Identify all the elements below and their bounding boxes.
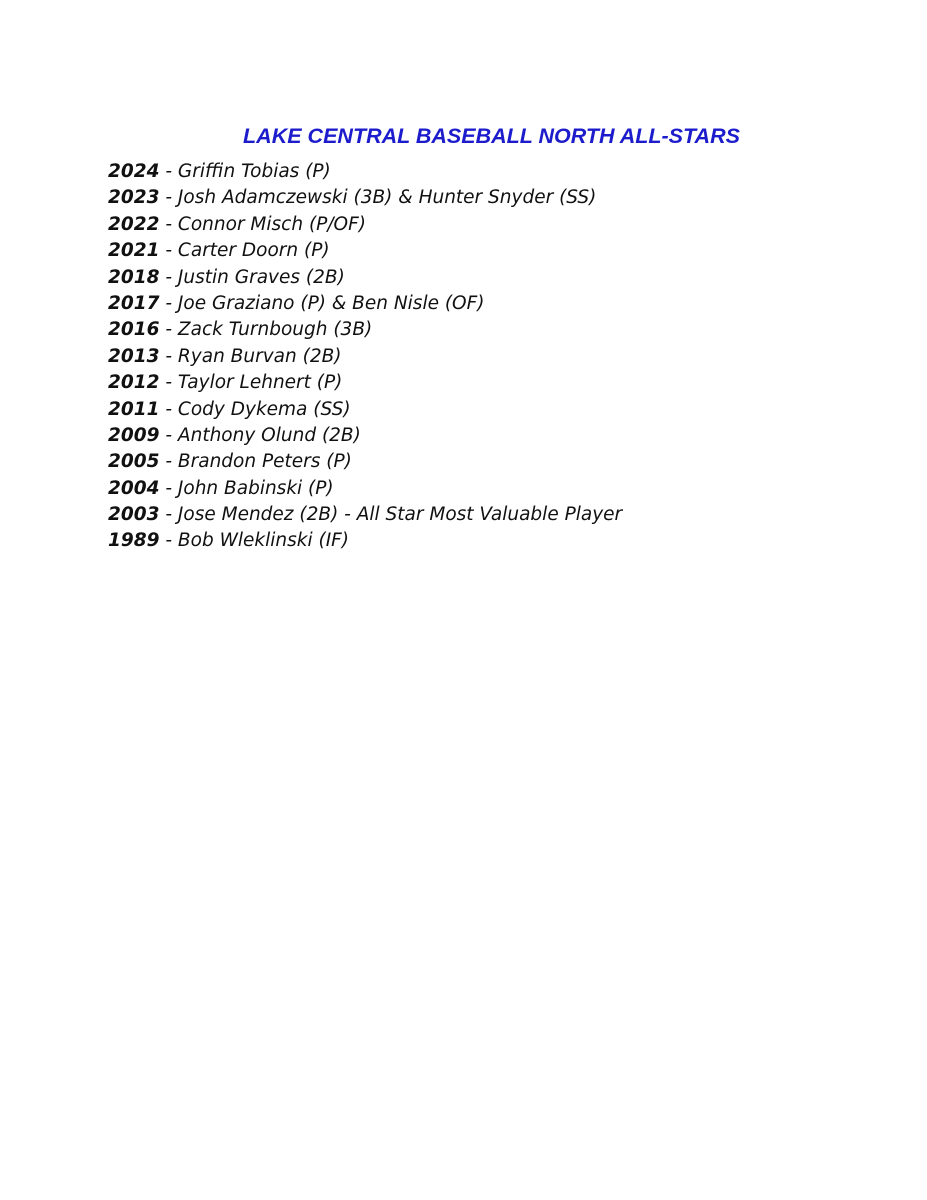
entry-year: 1989 [108, 530, 160, 552]
list-item [108, 317, 622, 343]
list-item [108, 528, 622, 554]
entry-year: 2005 [108, 451, 160, 473]
list-item [108, 502, 622, 528]
entry-text: - Bob Wleklinski (IF) [159, 530, 350, 552]
entry-text: - Connor Misch (P/OF) [159, 213, 366, 235]
entry-year: 2022 [108, 213, 160, 235]
entry-text: - Ryan Burvan (2B) [159, 345, 342, 367]
entry-year: 2011 [108, 398, 160, 420]
entry-text: - Jose Mendez (2B) - All Star Most Valuable Player [159, 504, 623, 526]
entry-year: 2024 [108, 161, 160, 182]
entry-text: - Anthony Olund (2B) [159, 424, 361, 446]
list-item [108, 212, 622, 238]
entry-year: 2003 [108, 504, 160, 526]
entry-year: 2017 [108, 292, 160, 314]
entry-year: 2016 [108, 319, 160, 341]
entry-year: 2004 [108, 477, 160, 499]
entry-text: - Brandon Peters (P) [159, 451, 352, 473]
list-item [108, 238, 622, 264]
all-stars-list [108, 159, 622, 555]
list-item [108, 344, 622, 370]
entry-text: - Justin Graves (2B) [159, 266, 345, 288]
list-item [108, 291, 622, 317]
entry-text: - Griffin Tobias (P) [159, 161, 331, 182]
entry-year: 2021 [108, 240, 160, 262]
entry-year: 2013 [108, 345, 160, 367]
list-item [108, 370, 622, 396]
entry-text: - Joe Graziano (P) & Ben Nisle (OF) [159, 292, 485, 314]
entry-text: - Zack Turnbough (3B) [159, 319, 373, 341]
list-item [108, 449, 622, 475]
list-item [108, 159, 622, 185]
page-title: LAKE CENTRAL BASEBALL NORTH ALL-STARS [243, 124, 740, 149]
entry-year: 2023 [108, 187, 160, 209]
entry-text: - Josh Adamczewski (3B) & Hunter Snyder (SS) [159, 187, 597, 209]
entry-text: - Taylor Lehnert (P) [159, 372, 343, 394]
list-item [108, 397, 622, 423]
list-item [108, 423, 622, 449]
entry-text: - John Babinski (P) [159, 477, 334, 499]
list-item [108, 185, 622, 211]
list-item [108, 476, 622, 502]
entry-year: 2012 [108, 372, 160, 394]
entry-text: - Cody Dykema (SS) [159, 398, 351, 420]
entry-text: - Carter Doorn (P) [159, 240, 330, 262]
entry-year: 2018 [108, 266, 160, 288]
entry-year: 2009 [108, 424, 160, 446]
list-item [108, 265, 622, 291]
